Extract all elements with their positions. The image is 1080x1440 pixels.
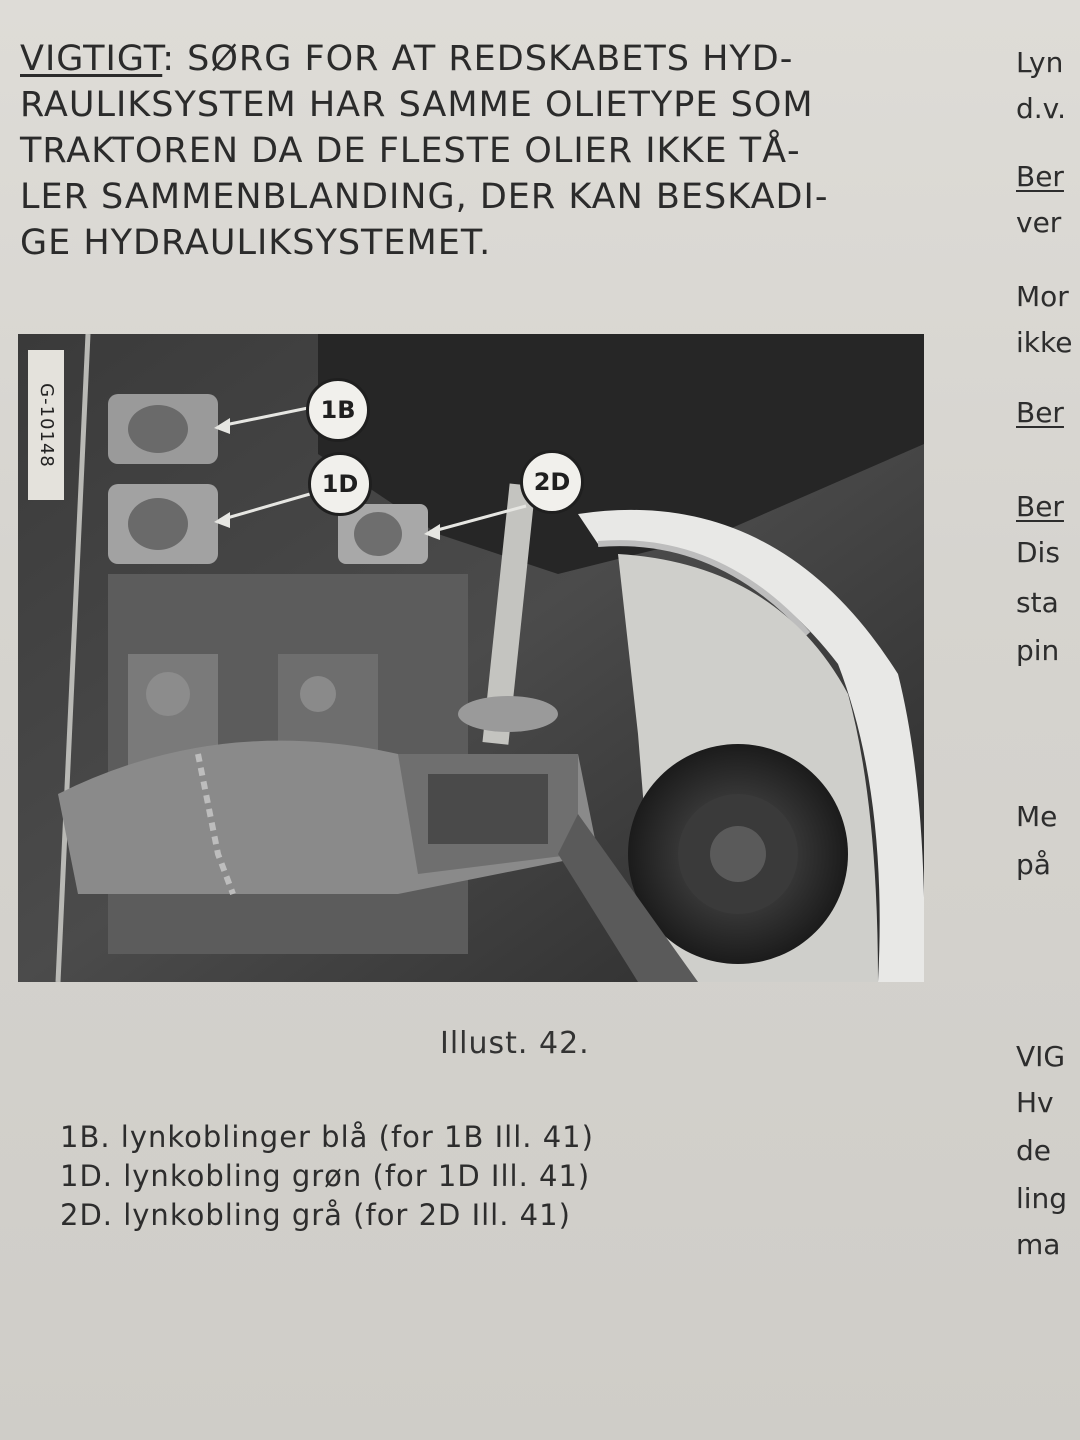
warning-line-5: GE HYDRAULIKSYSTEMET. bbox=[20, 223, 492, 263]
callout-1b: 1B bbox=[306, 378, 370, 442]
right-text: Dis bbox=[1016, 536, 1060, 569]
warning-paragraph bbox=[20, 36, 950, 266]
warning-line-3: TRAKTOREN DA DE FLESTE OLIER IKKE TÅ- bbox=[20, 131, 801, 171]
callout-1d: 1D bbox=[308, 452, 372, 516]
right-text: pin bbox=[1016, 634, 1060, 667]
right-heading: Ber bbox=[1016, 396, 1064, 429]
right-text: på bbox=[1016, 848, 1051, 881]
figure-code-label: G-10148 bbox=[28, 350, 64, 500]
right-text: sta bbox=[1016, 586, 1059, 619]
right-heading: VIG bbox=[1016, 1040, 1066, 1073]
right-text: Mor bbox=[1016, 280, 1069, 313]
callout-2d: 2D bbox=[520, 450, 584, 514]
right-text: ikke bbox=[1016, 326, 1073, 359]
figure-caption: Illust. 42. bbox=[440, 1026, 590, 1061]
illustration-photo bbox=[18, 334, 924, 982]
right-text: ma bbox=[1016, 1228, 1061, 1261]
right-text: Lyn bbox=[1016, 46, 1064, 79]
right-text: de bbox=[1016, 1134, 1051, 1167]
right-column-cutoff-text bbox=[1016, 0, 1080, 1440]
warning-line-1: VIGTIGT: SØRG FOR AT REDSKABETS HYD- bbox=[20, 39, 794, 79]
right-text: Me bbox=[1016, 800, 1058, 833]
right-text: Hv bbox=[1016, 1086, 1054, 1119]
warning-line-2: RAULIKSYSTEM HAR SAMME OLIETYPE SOM bbox=[20, 85, 814, 125]
right-heading: Ber bbox=[1016, 160, 1064, 193]
figure-legend bbox=[60, 1118, 760, 1235]
legend-row: 2D. lynkobling grå (for 2D Ill. 41) bbox=[60, 1198, 571, 1232]
right-heading: Ber bbox=[1016, 490, 1064, 523]
right-text: ver bbox=[1016, 206, 1062, 239]
right-text: d.v. bbox=[1016, 92, 1066, 125]
warning-label: VIGTIGT bbox=[20, 39, 163, 79]
legend-row: 1B. lynkoblinger blå (for 1B Ill. 41) bbox=[60, 1120, 594, 1154]
right-text: ling bbox=[1016, 1182, 1068, 1215]
tractor-hitch-photo bbox=[18, 334, 924, 982]
warning-line-4: LER SAMMENBLANDING, DER KAN BESKADI- bbox=[20, 177, 829, 217]
legend-row: 1D. lynkobling grøn (for 1D Ill. 41) bbox=[60, 1159, 591, 1193]
